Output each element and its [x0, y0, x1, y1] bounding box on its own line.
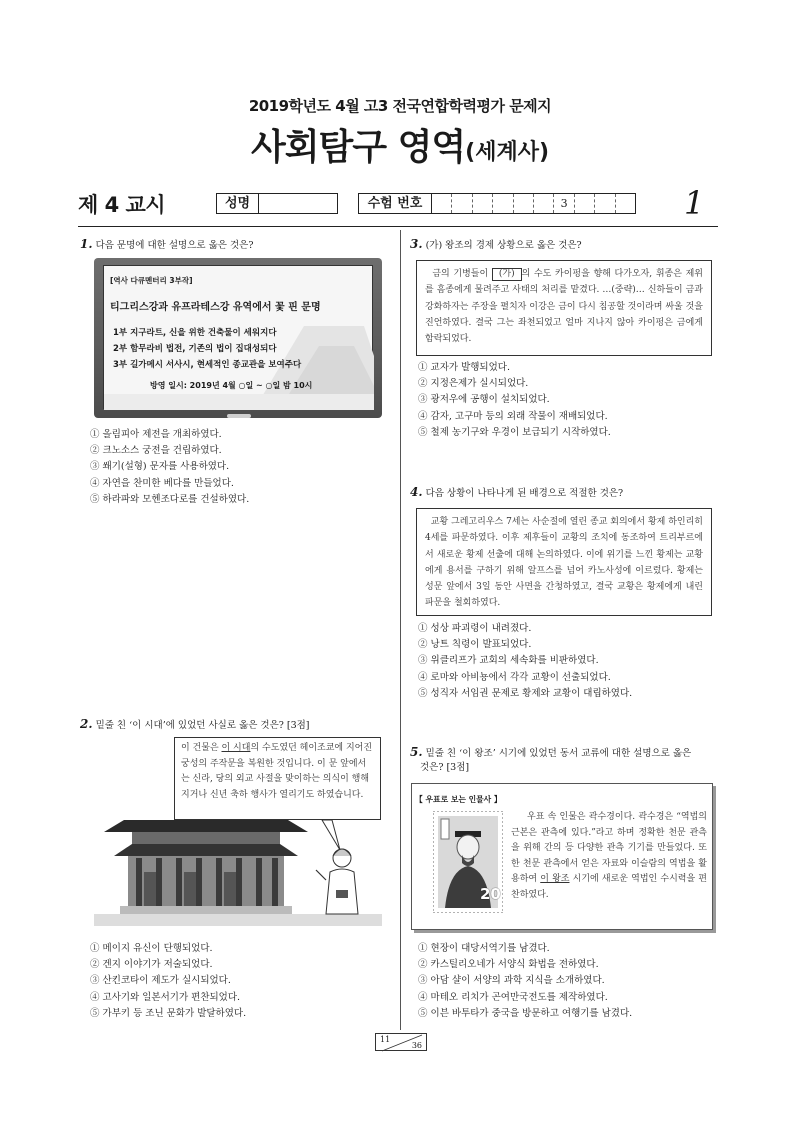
- question-number: 1.: [80, 237, 93, 251]
- tv-stand: [227, 414, 251, 418]
- exam-subtitle: 2019학년도 4월 고3 전국연합학력평가 문제지: [248, 97, 552, 115]
- choice[interactable]: ① 현장이 대당서역기를 남겼다.: [418, 943, 550, 954]
- exam-digit: [432, 194, 452, 213]
- choice[interactable]: ② 카스틸리오네가 서양식 화법을 전하였다.: [418, 959, 599, 971]
- exam-digit: 3: [554, 194, 574, 213]
- tv-part: 1부 지구라트, 신을 위한 건축물이 세워지다: [113, 328, 277, 338]
- header-divider: [78, 226, 718, 227]
- choice[interactable]: ⑤ 이븐 바투타가 중국을 방문하고 여행기를 남겼다.: [418, 1007, 633, 1019]
- question-text: (가) 왕조의 경제 상황으로 옳은 것은?: [425, 240, 582, 251]
- page-counter: [375, 1033, 427, 1051]
- title-sub: (세계사): [465, 140, 550, 165]
- choice[interactable]: ④ 로마와 아비뇽에서 각각 교황이 선출되었다.: [418, 671, 611, 683]
- question-number: 4.: [410, 485, 423, 499]
- choice[interactable]: ⑤ 성직자 서임권 문제로 황제와 교황이 대립하였다.: [418, 687, 633, 699]
- passage-post: 의 수도 카이펑을 향해 다가오자, 휘종은 제위를 흠종에게 물려주고 사태의 처리를 맡겼다. …(중략)… 신하들이 금과 강화하자는 주장을 펼치자 이강은 금이 다시 침공할 것이라며 싸울 것을 진언하였다. 결국 그는 좌천되었고 얼마 지나지 않아 카이펑은 금에게 함락되었다.: [425, 269, 703, 345]
- question-number: 5.: [410, 745, 423, 759]
- period-label: 제 4 교시: [78, 193, 166, 217]
- exam-digit: [452, 194, 472, 213]
- choice[interactable]: ⑤ 철제 농기구와 우경이 보급되기 시작하였다.: [418, 426, 611, 438]
- description-pre: 우표 속 인물은 곽수경이다. 곽수경은 “역법의 근본은 관측에 있다.”라고 하며 정확한 천문 관측을 위해 간의 등 다양한 관측 기기를 만들었다. 또한 천문 관측에서 얻은 자료와 이슬람의 역법을 활용하여: [511, 812, 707, 884]
- choice[interactable]: ③ 쐐기(설형) 문자를 사용하였다.: [90, 461, 230, 473]
- question-text-2: 것은? [3점]: [420, 762, 470, 774]
- tv-part: 2부 함무라비 법전, 기존의 법이 집대성되다: [113, 344, 277, 354]
- page-number: 1: [684, 184, 705, 222]
- title-main: 사회탐구 영역: [250, 127, 466, 168]
- q4-passage: [416, 508, 712, 616]
- exam-digit: [616, 194, 635, 213]
- exam-number-field: [358, 193, 636, 214]
- exam-number-label: 수험 번호: [359, 194, 432, 213]
- choice[interactable]: ⑤ 하라파와 모헨조다로를 건설하였다.: [90, 493, 250, 505]
- blank-ga: (가): [492, 268, 522, 281]
- choice[interactable]: ① 메이지 유신이 단행되었다.: [90, 943, 213, 954]
- exam-digit: [575, 194, 595, 213]
- choice[interactable]: ③ 위클리프가 교회의 세속화를 비판하였다.: [418, 655, 599, 667]
- tv-tag: [역사 다큐멘터리 3부작]: [110, 276, 193, 285]
- question-number: 3.: [410, 237, 423, 251]
- question-2: [80, 716, 310, 733]
- tv-part: 3부 길가메시 서사시, 현세적인 종교관을 보여주다: [113, 360, 302, 370]
- name-field: [216, 193, 338, 214]
- choice[interactable]: ① 성상 파괴령이 내려졌다.: [418, 623, 532, 634]
- exam-digit: [473, 194, 493, 213]
- name-label: 성명: [217, 194, 259, 213]
- question-5: [410, 744, 715, 775]
- passage-pre: 금의 기병들이: [432, 269, 492, 279]
- question-text: 다음 상황이 나타나게 된 배경으로 적절한 것은?: [425, 488, 624, 499]
- choice[interactable]: ④ 자연을 찬미한 베다를 만들었다.: [90, 477, 234, 489]
- question-number: 2.: [80, 717, 93, 731]
- question-text: 다음 문명에 대한 설명으로 옳은 것은?: [95, 240, 254, 251]
- underlined-era: 이 시대: [221, 743, 251, 753]
- exam-digit: [534, 194, 554, 213]
- q3-choices: [418, 360, 611, 441]
- underlined-dynasty: 이 왕조: [540, 874, 570, 884]
- choice[interactable]: ② 지정은제가 실시되었다.: [418, 378, 529, 390]
- question-text: 밑줄 친 ‘이 시대’에 있었던 사실로 옳은 것은? [3점]: [95, 720, 310, 731]
- exam-title: [0, 122, 800, 174]
- choice[interactable]: ④ 감자, 고구마 등의 외래 작물이 재배되었다.: [418, 410, 608, 422]
- choice[interactable]: ③ 광저우에 공행이 설치되었다.: [418, 394, 550, 406]
- choice[interactable]: ④ 마테오 리치가 곤여만국전도를 제작하였다.: [418, 991, 608, 1003]
- stamp-description: [511, 810, 707, 903]
- tv-headline: 티그리스강과 유프라테스강 유역에서 꽃 핀 문명: [110, 302, 321, 313]
- choice[interactable]: ① 올림피아 제전을 개최하였다.: [90, 429, 222, 440]
- bubble-pre: 이 건물은: [181, 743, 222, 753]
- q4-choices: [418, 621, 632, 702]
- total-pages: 36: [411, 1041, 422, 1050]
- tv-parts: [113, 325, 301, 373]
- choice[interactable]: ⑤ 가부키 등 조닌 문화가 발달하였다.: [90, 1007, 247, 1019]
- exam-digit: [493, 194, 513, 213]
- column-divider: [400, 230, 401, 1030]
- question-4: [410, 484, 623, 501]
- question-3: [410, 236, 582, 253]
- question-1: [80, 236, 253, 253]
- choice[interactable]: ② 낭트 칙령이 발표되었다.: [418, 639, 532, 651]
- bubble-post: 의 수도였던 헤이조쿄에 지어진 궁성의 주작문을 복원한 것입니다. 이 문 앞에서는 신라, 당의 외교 사절을 맞이하는 의식이 행해지거나 신년 축하 행사가 열리기도 하였습니다.: [181, 743, 373, 800]
- q2-choices: [90, 941, 246, 1022]
- choice[interactable]: ② 크노소스 궁전을 건립하였다.: [90, 445, 222, 457]
- exam-digit: [514, 194, 534, 213]
- choice[interactable]: ② 겐지 이야기가 저술되었다.: [90, 959, 213, 971]
- current-page: 11: [380, 1035, 391, 1044]
- tv-airing: 방영 일시: 2019년 4월 ○일 ~ ○일 밤 10시: [150, 381, 313, 390]
- q5-choices: [418, 941, 632, 1022]
- question-text: 밑줄 친 ‘이 왕조’ 시기에 있었던 동서 교류에 대한 설명으로 옳은: [425, 748, 692, 759]
- choice[interactable]: ① 교자가 발행되었다.: [418, 362, 510, 373]
- passage-text: 교황 그레고리우스 7세는 사순절에 열린 종교 회의에서 황제 하인리히 4세를 파문하였다. 이후 제후들이 교황의 조치에 동조하여 트리부르에서 새로운 황제 선출에 대해 논의하였다. 이에 위기를 느낀 황제는 교황에게 용서를 구하기 위해 알프스를 넘어 카노사성에 이르렀다. 황제는 성문 앞에서 3일 동안 사면을 간청하였고, 결국 교황은 황제에게 내린 파문을 철회하였다.: [425, 517, 703, 609]
- stamp-value: 20: [480, 885, 501, 903]
- choice[interactable]: ④ 고사기와 일본서기가 편찬되었다.: [90, 991, 241, 1003]
- stamp-panel-tag: 【 우표로 보는 인물사 】: [415, 795, 502, 804]
- description-post: 시기에 새로운 역법인 수시력을 편찬하였다.: [511, 874, 707, 900]
- choice[interactable]: ③ 아담 샬이 서양의 과학 지식을 소개하였다.: [418, 975, 605, 987]
- speech-bubble: [174, 737, 381, 820]
- exam-digit: [595, 194, 615, 213]
- choice[interactable]: ③ 산킨코타이 제도가 실시되었다.: [90, 975, 231, 987]
- q1-choices: [90, 427, 249, 508]
- name-blank: [259, 194, 337, 213]
- q3-passage: [416, 260, 712, 356]
